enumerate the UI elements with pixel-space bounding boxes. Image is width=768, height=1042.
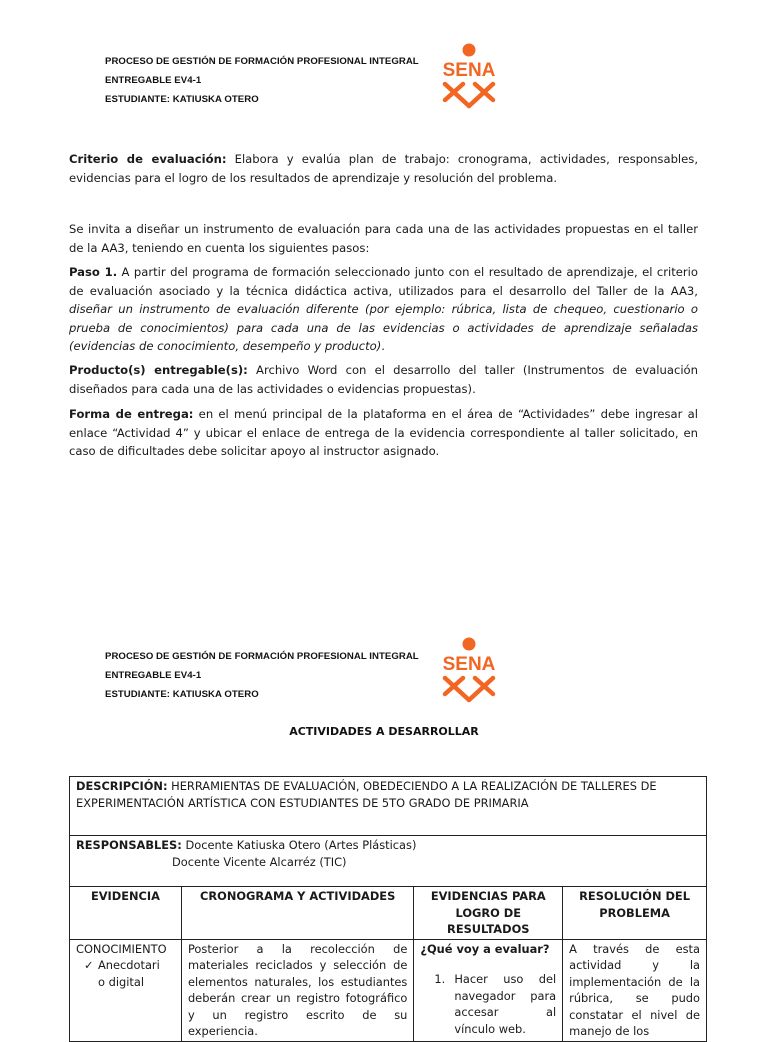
resolucion-cell: A través de esta actividad y la implementación de la rúbrica, se pudo constatar el nivel de manejo de los	[563, 939, 707, 1041]
responsable-1: Docente Katiuska Otero (Artes Plásticas)	[181, 838, 417, 852]
criterio-text: Elabora y evalúa plan de trabajo: cronograma, actividades, responsables, evidencias para el logro de los resultados de aprendizaje y resolución del problema.	[69, 152, 699, 185]
col-header-logro: EVIDENCIAS PARA LOGRO DE RESULTADOS	[414, 887, 563, 940]
col-header-evidencia: EVIDENCIA	[70, 887, 182, 940]
col-header-cronograma: CRONOGRAMA Y ACTIVIDADES	[181, 887, 413, 940]
header-deliverable: ENTREGABLE EV4-1	[105, 75, 202, 86]
list-number: 1.	[434, 972, 446, 986]
delivery-method-text: en el menú principal de la plataforma en el área de “Actividades” debe ingresar al enlace “Actividad 4” y ubicar el enlace de entrega de la evidencia correspondiente al taller solicitado, en caso de dificultades debe solicitar apoyo al instructor asignado.	[69, 407, 698, 459]
deliverables-text: Archivo Word con el desarrollo del taller (Instrumentos de evaluación diseñados para cada una de las actividades o evidencias propuestas).	[69, 363, 698, 396]
sena-logo	[434, 634, 504, 704]
evidencia-item	[76, 957, 175, 990]
header-deliverable: ENTREGABLE EV4-1	[105, 670, 202, 681]
step1-text: A partir del programa de formación seleccionado junto con el resultado de aprendizaje, el criterio de evaluación asociado y la técnica didáctica activa, utilizados para el desarrollo del Taller de la AA3,	[69, 265, 698, 298]
evidencia-type: CONOCIMIENTO	[76, 941, 167, 956]
deliverables-paragraph	[69, 361, 698, 398]
col-header-resolucion: RESOLUCIÓN DEL PROBLEMA	[563, 887, 707, 940]
step1-italic: diseñar un instrumento de evaluación diferente (por ejemplo: rúbrica, lista de chequeo, cuestionario o prueba de conocimientos) para cada una de las evidencias o actividades de aprendizaje señaladas (evidencias de conocimiento, desempeño y producto)	[69, 302, 698, 354]
header-student: ESTUDIANTE: KATIUSKA OTERO	[105, 94, 259, 105]
description-row	[70, 777, 707, 836]
header-student: ESTUDIANTE: KATIUSKA OTERO	[105, 689, 259, 700]
header-process-title: PROCESO DE GESTIÓN DE FORMACIÓN PROFESIONAL INTEGRAL	[105, 56, 419, 67]
responsables-cell	[70, 836, 707, 887]
responsables-label: RESPONSABLES:	[76, 838, 182, 852]
evidencia-cell	[70, 939, 182, 1041]
responsables-row	[70, 836, 707, 887]
list-item	[420, 971, 556, 1037]
logro-cell	[414, 939, 563, 1041]
table-header-row	[70, 887, 707, 940]
step1-label: Paso 1.	[69, 265, 118, 279]
sena-logo	[434, 40, 504, 110]
criterio-paragraph	[69, 150, 698, 187]
svg-text:SENA: SENA	[442, 654, 496, 675]
criterio-label: Criterio de evaluación:	[69, 152, 227, 166]
evidencia-item-label: Anecdotari o digital	[98, 958, 160, 989]
activities-title: ACTIVIDADES A DESARROLLAR	[289, 725, 479, 738]
description-label: DESCRIPCIÓN:	[76, 779, 168, 793]
step1-end: .	[381, 339, 385, 354]
logro-title: ¿Qué voy a evaluar?	[420, 941, 550, 956]
cronograma-cell: Posterior a la recolección de materiales reciclados y selección de elementos naturales, los estudiantes deberán crear un registro fotográfico y un registro escrito de su experiencia.	[181, 939, 413, 1041]
deliverables-label: Producto(s) entregable(s):	[69, 363, 248, 377]
checkmark-icon: ✓	[84, 958, 94, 972]
header-process-title: PROCESO DE GESTIÓN DE FORMACIÓN PROFESIONAL INTEGRAL	[105, 651, 419, 662]
description-text: HERRAMIENTAS DE EVALUACIÓN, OBEDECIENDO A LA REALIZACIÓN DE TALLERES DE EXPERIMENTACIÓN ARTÍSTICA CON ESTUDIANTES DE 5TO GRADO DE PRIMARIA	[76, 779, 657, 810]
activities-table	[69, 776, 707, 1042]
invitation-paragraph: Se invita a diseñar un instrumento de evaluación para cada una de las actividades propuestas en el taller de la AA3, teniendo en cuenta los siguientes pasos:	[69, 222, 698, 255]
delivery-method-label: Forma de entrega:	[69, 407, 194, 421]
delivery-method-paragraph	[69, 405, 698, 461]
table-row	[70, 939, 707, 1041]
list-item-text: Hacer uso del navegador para accesar al vínculo web.	[454, 972, 557, 1036]
responsable-2: Docente Vicente Alcarréz (TIC)	[172, 854, 347, 869]
svg-text:SENA: SENA	[442, 60, 496, 81]
step1-paragraph	[69, 263, 698, 356]
description-cell	[70, 777, 707, 836]
